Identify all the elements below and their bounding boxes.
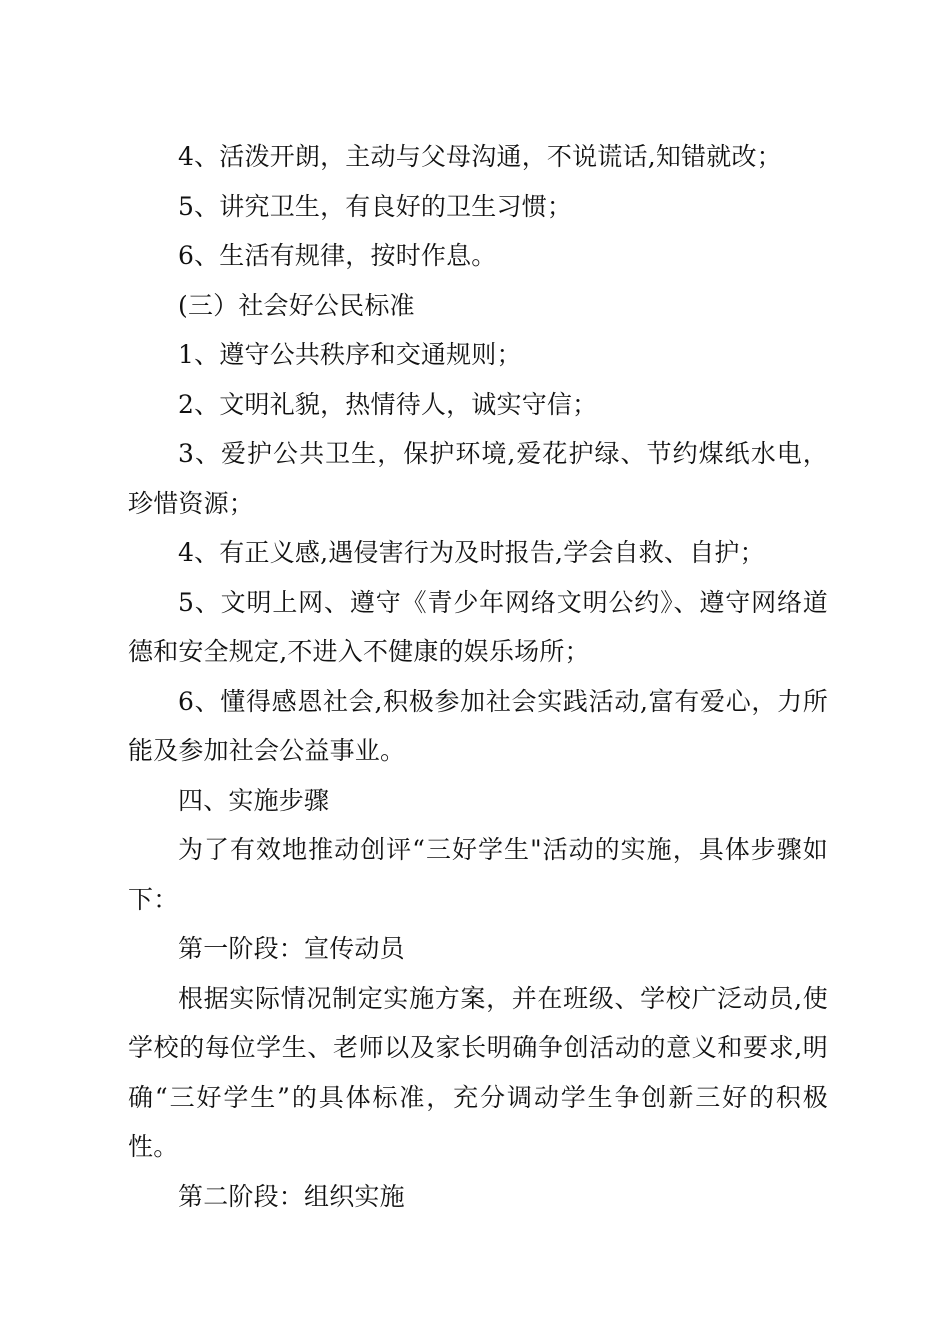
paragraph-steps-intro: 为了有效地推动创评“三好学生"活动的实施，具体步骤如下：: [128, 835, 828, 914]
paragraph-item-4-lively: 4、活泼开朗，主动与父母沟通，不说谎话,知错就改；: [178, 142, 782, 171]
paragraph-item-6-gratitude: 6、懂得感恩社会,积极参加社会实践活动,富有爱心，力所能及参加社会公益事业。: [128, 686, 828, 765]
stage-heading-1: 第一阶段：宣传动员: [178, 934, 405, 963]
paragraph-item-5-hygiene: 5、讲究卫生，有良好的卫生习惯；: [178, 191, 573, 221]
stage-heading-2: 第二阶段：组织实施: [178, 1181, 405, 1211]
paragraph-stage-1-body: 根据实际情况制定实施方案，并在班级、学校广泛动员,使学校的每位学生、老师以及家长明确争创活动的意义和要求,明确“三好学生”的具体标准，充分调动学生争创新三好的积极性。: [128, 983, 828, 1161]
paragraph-item-1-order: 1、遵守公共秩序和交通规则；: [178, 340, 522, 369]
document-body: [128, 132, 828, 1221]
section-heading-steps: 四、实施步骤: [178, 785, 330, 815]
paragraph-item-2-courtesy: 2、文明礼貌，热情待人，诚实守信；: [178, 389, 598, 419]
paragraph-item-6-routine: 6、生活有规律，按时作息。: [178, 241, 497, 270]
paragraph-item-5-internet: 5、文明上网、遵守《青少年网络文明公约》、遵守网络道德和安全规定,不进入不健康的娱乐场所；: [128, 587, 828, 666]
section-heading-citizen-standard: (三）社会好公民标准: [178, 290, 415, 320]
paragraph-item-4-justice: 4、有正义感,遇侵害行为及时报告,学会自救、自护；: [178, 538, 765, 567]
paragraph-item-3-environment: 3、爱护公共卫生，保护环境,爱花护绿、节约煤纸水电，珍惜资源；: [128, 439, 828, 518]
